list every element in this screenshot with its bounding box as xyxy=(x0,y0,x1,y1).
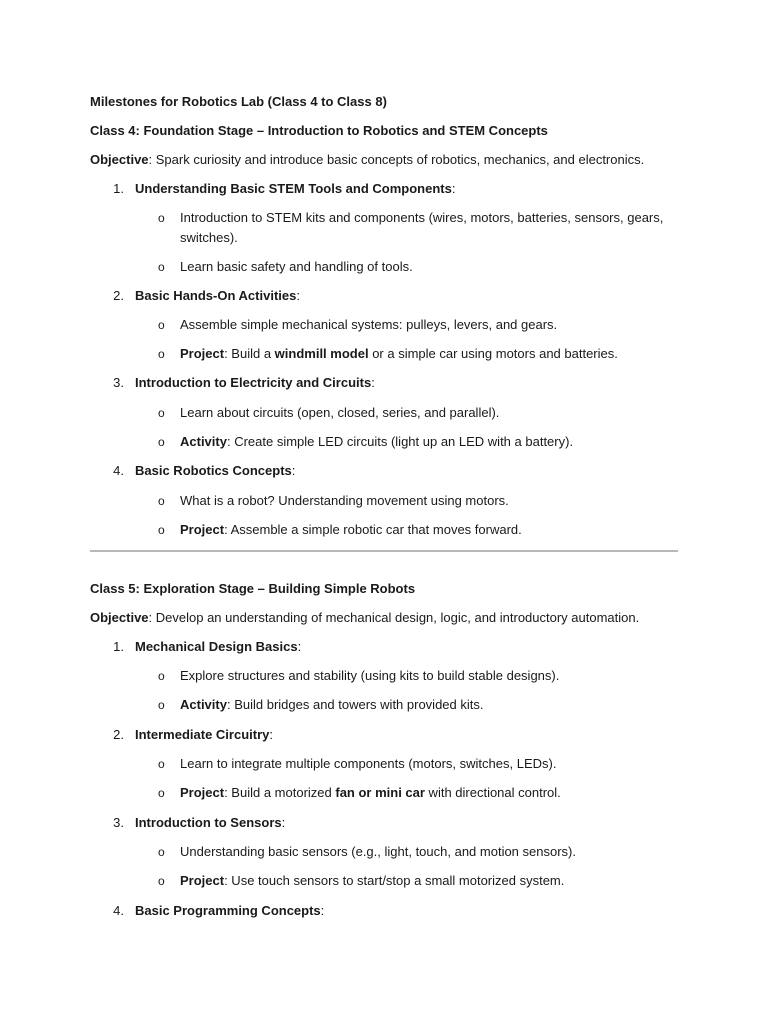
list-item-title: Basic Programming Concepts: xyxy=(135,903,325,918)
list-number: 4. xyxy=(113,463,124,478)
section-divider xyxy=(90,550,678,552)
list-item: Activity: Create simple LED circuits (light up an LED with a battery). xyxy=(180,434,574,449)
list-item: Explore structures and stability (using kits to build stable designs). xyxy=(180,668,560,683)
list-item: Project: Build a motorized fan or mini car with directional control. xyxy=(180,785,561,800)
bullet-marker: o xyxy=(158,874,165,888)
bullet-marker: o xyxy=(158,435,165,449)
list-number: 3. xyxy=(113,375,124,390)
document-title: Milestones for Robotics Lab (Class 4 to Class 8) xyxy=(90,94,387,109)
list-item: Introduction to STEM kits and components (wires, motors, batteries, sensors, gears, xyxy=(180,210,664,225)
list-item-title: Basic Hands-On Activities: xyxy=(135,288,300,303)
class5-objective xyxy=(90,609,639,628)
list-number: 4. xyxy=(113,903,124,918)
list-item: Project: Use touch sensors to start/stop a small motorized system. xyxy=(180,873,565,888)
bullet-marker: o xyxy=(158,669,165,683)
list-item-title: Introduction to Sensors: xyxy=(135,815,286,830)
list-number: 1. xyxy=(113,639,124,654)
bullet-marker: o xyxy=(158,845,165,859)
list-item: Activity: Build bridges and towers with provided kits. xyxy=(180,697,484,712)
list-item: Project: Assemble a simple robotic car that moves forward. xyxy=(180,522,522,537)
list-item: Learn basic safety and handling of tools. xyxy=(180,259,413,274)
bullet-marker: o xyxy=(158,318,165,332)
class4-heading: Class 4: Foundation Stage – Introduction to Robotics and STEM Concepts xyxy=(90,123,548,138)
list-item: What is a robot? Understanding movement using motors. xyxy=(180,493,509,508)
bullet-marker: o xyxy=(158,260,165,274)
list-item-title: Basic Robotics Concepts: xyxy=(135,463,296,478)
bullet-marker: o xyxy=(158,523,165,537)
objective-text: : Develop an understanding of mechanical design, logic, and introductory automation. xyxy=(148,610,640,625)
bullet-marker: o xyxy=(158,211,165,225)
list-item: Learn about circuits (open, closed, series, and parallel). xyxy=(180,405,500,420)
list-item: Understanding basic sensors (e.g., light, touch, and motion sensors). xyxy=(180,844,576,859)
bullet-marker: o xyxy=(158,406,165,420)
class4-objective xyxy=(90,151,644,170)
bullet-marker: o xyxy=(158,347,165,361)
objective-label: Objective xyxy=(90,152,149,167)
list-item: Project: Build a windmill model or a simple car using motors and batteries. xyxy=(180,346,618,361)
bullet-marker: o xyxy=(158,698,165,712)
list-number: 1. xyxy=(113,181,124,196)
list-item-title: Introduction to Electricity and Circuits: xyxy=(135,375,375,390)
list-item: Assemble simple mechanical systems: pulleys, levers, and gears. xyxy=(180,317,558,332)
list-item-continued: switches). xyxy=(180,230,238,245)
list-item: Learn to integrate multiple components (motors, switches, LEDs). xyxy=(180,756,557,771)
objective-text: : Spark curiosity and introduce basic concepts of robotics, mechanics, and electronics. xyxy=(148,152,645,167)
list-item-title: Mechanical Design Basics: xyxy=(135,639,302,654)
list-item-title: Understanding Basic STEM Tools and Components: xyxy=(135,181,456,196)
list-item-title: Intermediate Circuitry: xyxy=(135,727,273,742)
bullet-marker: o xyxy=(158,757,165,771)
bullet-marker: o xyxy=(158,786,165,800)
list-number: 2. xyxy=(113,727,124,742)
objective-label: Objective xyxy=(90,610,149,625)
class5-heading: Class 5: Exploration Stage – Building Simple Robots xyxy=(90,581,416,596)
list-number: 3. xyxy=(113,815,124,830)
bullet-marker: o xyxy=(158,494,165,508)
list-number: 2. xyxy=(113,288,124,303)
